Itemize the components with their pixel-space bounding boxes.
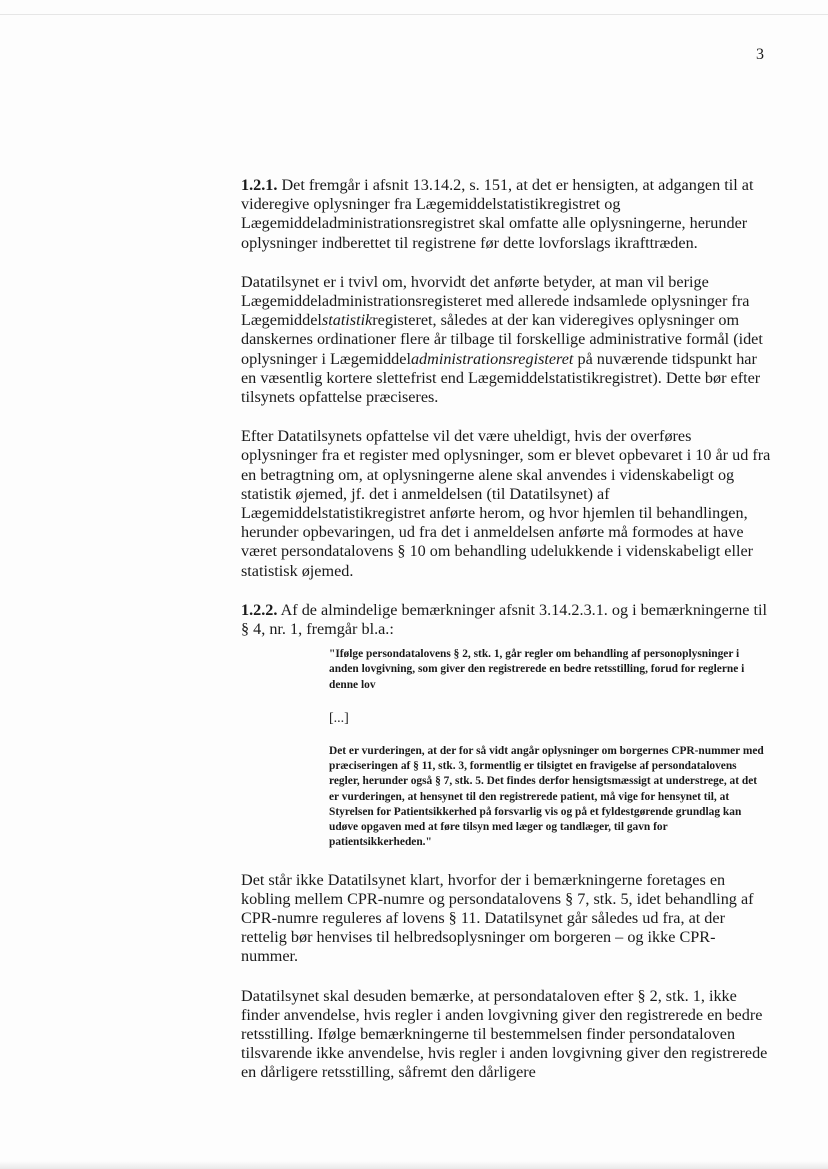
section-1-2-1 — [241, 176, 771, 253]
paragraph-text: på nuværende tidspunkt har en væsentlig kortere slettefrist end Lægemiddelstatistikregistret). Dette bør efter tilsynets opfattelse præciseres. — [241, 349, 761, 407]
page-number: 3 — [756, 46, 764, 63]
emphasis-text: administrationsregisteret — [410, 349, 574, 368]
paragraph-registry-doubt — [241, 273, 771, 407]
emphasis-text: statistik — [321, 311, 373, 330]
quote-paragraph: Det er vurderingen, at der for så vidt angår oplysninger om borgernes CPR-nummer med præciseringen af § 11, stk. 3, formentlig er tilsigtet en fravigelse af persondatalovens regler, herunder også § 7, stk. 5. Det findes derfor hensigtsmæssigt at understrege, at det er vurderingen, at hensynet til den registrerede patient, må vige for hensynet til, at Styrelsen for Patientsikkerhed på forsvarlig vis og på et fyldestgørende grundlag kan udøve opgaven med at føre tilsyn med læger og tandlæger, til gavn for patientsikkerheden." — [329, 745, 764, 849]
paragraph-scope: Datatilsynet skal desuden bemærke, at persondataloven efter § 2, stk. 1, ikke finder anvendelse, hvis regler i anden lovgivning giver den registrerede en bedre retsstilling. Ifølge bemærkningerne til bestemmelsen finder persondataloven tilsvarende ikke anvendelse, hvis regler i anden lovgivning giver den registrerede en dårligere retsstilling, såfremt den dårligere — [241, 986, 768, 1082]
page-bottom-edge — [0, 1161, 828, 1169]
paragraph-opinion: Efter Datatilsynets opfattelse vil det være uheldigt, hvis der overføres oplysninger fra et register med oplysninger, som er blevet opbevaret i 10 år ud fra en betragtning om, at oplysningerne alene skal anvendes i videnskabeligt og statistik øjemed, jf. det i anmeldelsen (til Datatilsynet) af Lægemiddelstatistikregistret anførte herom, og hvor hjemlen til behandlingen, herunder opbevaringen, ud fra det i anmeldelsen anførte må formodes at have været persondatalovens § 10 om behandling udelukkende i videnskabeligt eller statistisk øjemed. — [241, 427, 771, 580]
paragraph-text: Det fremgår i afsnit 13.14.2, s. 151, at det er hensigten, at adgangen til at videregive oplysninger fra Lægemiddelstatistikregistret og Lægemiddeladministrationsregistret skal omfatte alle oplysningerne, herunder oplysninger indberettet til registrene før dette lovforslags ikrafttræden. — [241, 176, 754, 252]
quote-paragraph: "Ifølge persondatalovens § 2, stk. 1, går regler om behandling af personoplysninger i anden lovgivning, som giver den registrerede en bedre retsstilling, forud for reglerne i denne lov — [329, 648, 745, 691]
section-1-2-2 — [241, 601, 771, 639]
paragraph-text: Af de almindelige bemærkninger afsnit 3.14.2.3.1. og i bemærkningerne til § 4, nr. 1, fremgår bl.a.: — [241, 600, 767, 639]
paragraph-cpr: Det står ikke Datatilsynet klart, hvorfor der i bemærkningerne foretages en kobling mellem CPR-numre og persondatalovens § 7, stk. 5, idet behandling af CPR-numre reguleres af lovens § 11. Datatilsynet går således ud fra, at der rettelig bør henvises til helbredsoplysninger om borgeren – og ikke CPR-nummer. — [241, 870, 754, 966]
document-body — [241, 176, 771, 1103]
top-rule — [0, 14, 828, 15]
section-number: 1.2.2. — [241, 600, 278, 619]
quote-ellipsis: [...] — [329, 710, 349, 726]
section-number: 1.2.1. — [241, 176, 278, 194]
block-quote — [329, 647, 769, 850]
paragraph-text: Datatilsynet er i tvivl om, hvorvidt det anførte betyder, at man vil berige Lægemiddeladministrationsregisteret med allerede indsamlede oplysninger fra Lægemiddel — [241, 272, 750, 330]
paragraph-text: registeret, således at der kan videregives oplysninger om danskernes ordinationer flere år tilbage til forskellige administrative formål (idet oplysninger i Lægemiddel — [241, 311, 763, 368]
